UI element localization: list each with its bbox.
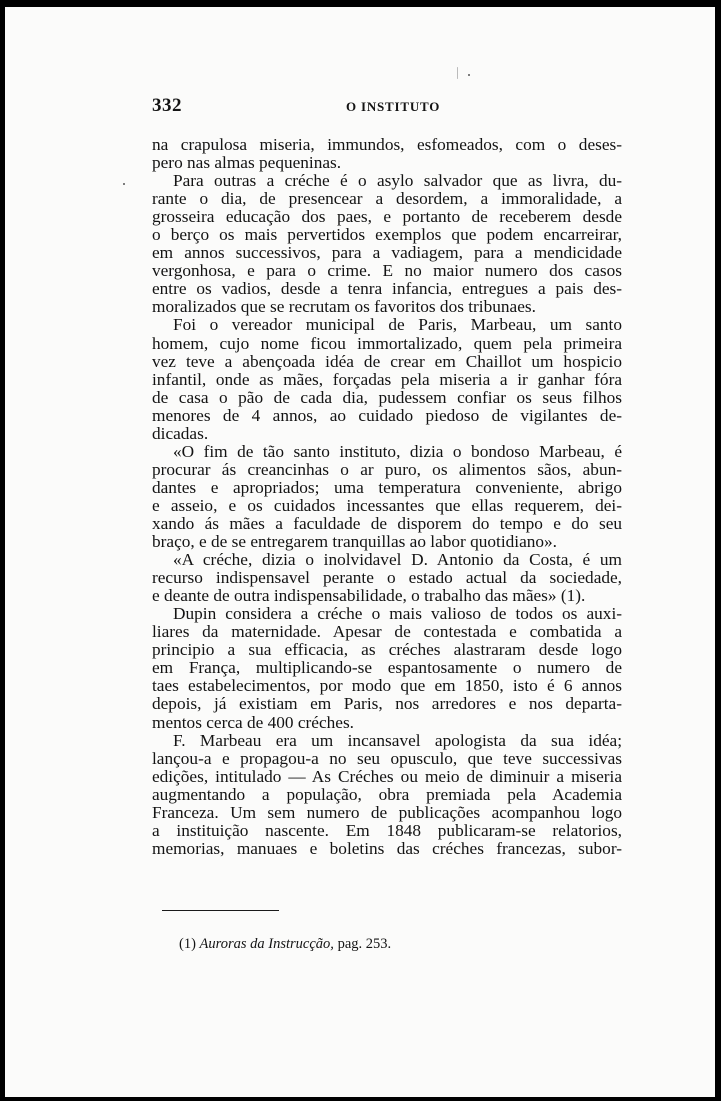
text-line: entre os vadios, desde a tenra infancia, entregues a pais des- (152, 279, 622, 299)
text-line: em annos successivos, para a vadiagem, para a mendicidade (152, 243, 622, 263)
text-line: rante o dia, de presencear a desordem, a immoralidade, a (152, 189, 622, 209)
text-line: augmentando a população, obra premiada pela Academia (152, 784, 622, 804)
text-line: liares da maternidade. Apesar de contestada e combatida a (152, 622, 622, 642)
text-line: «A créche, dizia o inolvidavel D. Antonio da Costa, é um (173, 550, 622, 570)
text-line: vergonhosa, e para o crime. E no maior numero dos casos (152, 261, 622, 281)
text-line: memorias, manuaes e boletins das créches francezas, subor- (152, 838, 622, 858)
text-line: na crapulosa miseria, immundos, esfomeados, com o deses- (152, 135, 622, 154)
text-line: infantil, onde as mães, forçadas pela miseria a ir ganhar fóra (152, 369, 622, 389)
text-line: Foi o vereador municipal de Paris, Marbeau, um santo (173, 315, 622, 335)
footnote-page-ref: pag. 253. (337, 936, 392, 952)
text-line: «O fim de tão santo instituto, dizia o bondoso Marbeau, é (173, 441, 622, 461)
text-line: pero nas almas pequeninas. (152, 153, 342, 173)
text-line: F. Marbeau era um incansavel apologista da sua idéa; (173, 730, 622, 750)
text-line: procurar ás creancinhas o ar puro, os alimentos sãos, abun- (152, 459, 622, 479)
text-line: de casa o pão de cada dia, pudessem confiar os seus filhos (152, 387, 622, 407)
text-line: recurso indispensavel perante o estado actual da sociedade, (152, 568, 622, 588)
text-line: a instituição nascente. Em 1848 publicaram-se relatorios, (152, 820, 622, 840)
footnote-source: Auroras da Instrucção, (199, 936, 334, 952)
scan-speck (123, 183, 125, 185)
text-line: e asseio, e os cuidados incessantes que ellas requerem, dei- (152, 495, 622, 515)
text-line: e deante de outra indispensabilidade, o trabalho das mães» (1). (152, 586, 586, 606)
text-line: principio a sua efficacia, as créches alastraram desde logo (152, 640, 622, 660)
page-number: 332 (152, 95, 182, 116)
text-line: lançou-a e propagou-a no seu opusculo, que teve successivas (152, 748, 622, 768)
footnote-rule (162, 910, 279, 911)
text-line: em França, multiplicando-se espantosamente o numero de (152, 658, 622, 678)
scan-speck (468, 74, 470, 76)
running-head (152, 95, 622, 119)
text-line: grosseira educação dos paes, e portanto de receberem desde (152, 207, 622, 227)
text-line: mentos cerca de 400 créches. (152, 712, 354, 732)
text-line: Franceza. Um sem numero de publicações acompanhou logo (152, 802, 622, 822)
text-line: xando ás mães a faculdade de disporem do tempo e do seu (152, 513, 622, 533)
text-line: depois, já existiam em Paris, nos arredores e nos departa- (152, 694, 622, 714)
text-line: dantes e apropriados; uma temperatura conveniente, abrigo (152, 477, 622, 497)
text-line: homem, cujo nome ficou immortalizado, quem pela primeira (152, 333, 622, 353)
text-line: vez teve a abençoada idéa de crear em Chaillot um hospicio (152, 351, 622, 371)
text-line: menores de 4 annos, ao cuidado piedoso de vigilantes de- (152, 405, 622, 425)
footnote-marker: (1) (179, 936, 196, 952)
body-text (152, 136, 622, 858)
text-line: taes estabelecimentos, por modo que em 1850, isto é 6 annos (152, 676, 622, 696)
scan-speck (457, 67, 458, 79)
text-line: Dupin considera a créche o mais valioso de todos os auxi- (173, 604, 622, 624)
footnote (179, 936, 391, 953)
text-line: braço, e de se entregarem tranquillas ao labor quotidiano». (152, 532, 557, 552)
text-line: o berço os mais pervertidos exemplos que podem encarreirar, (152, 225, 622, 245)
journal-title: O INSTITUTO (346, 99, 441, 114)
text-line: edições, intitulado — As Créches ou meio de diminuir a miseria (152, 766, 622, 786)
text-line: moralizados que se recrutam os favoritos dos tribunaes. (152, 297, 536, 317)
text-line: dicadas. (152, 423, 209, 443)
text-line: Para outras a créche é o asylo salvador que as livra, du- (173, 171, 622, 191)
